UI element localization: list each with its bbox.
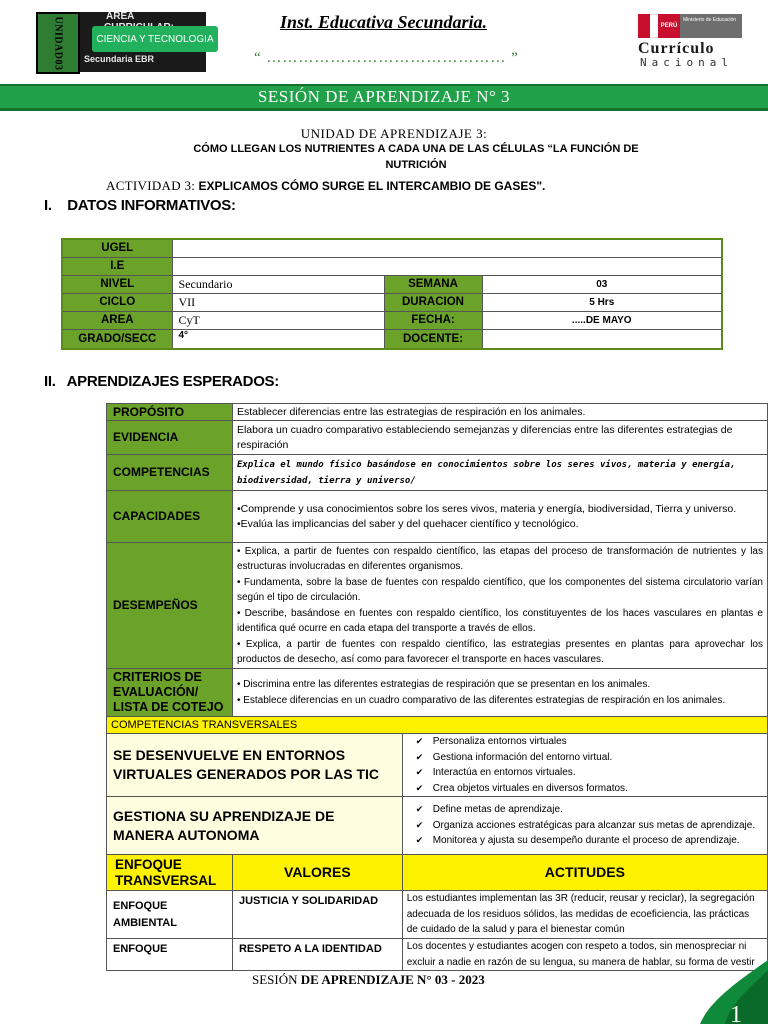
criterios-value <box>232 669 767 717</box>
table-row <box>107 491 768 543</box>
semana-label: SEMANA <box>384 275 482 293</box>
table-row <box>107 455 768 491</box>
table-row <box>107 717 768 734</box>
section-datos-heading: I. DATOS INFORMATIVOS: <box>44 197 236 214</box>
docente-label: DOCENTE: <box>384 329 482 349</box>
page-corner-decoration <box>670 960 768 1024</box>
area-value: CIENCIA Y TECNOLOGIA <box>92 26 218 52</box>
table-row <box>107 855 768 891</box>
table-row <box>107 543 768 669</box>
actitudes-header: ACTITUDES <box>402 855 767 891</box>
unidad-description: CÓMO LLEGAN LOS NUTRIENTES A CADA UNA DE LAS CÉLULAS “LA FUNCIÓN DE NUTRICIÓN <box>193 143 639 171</box>
ministry-logo <box>638 14 742 40</box>
area-label: ÁREA <box>106 11 135 22</box>
proposito-value: Establecer diferencias entre las estrategias de respiración en los animales. <box>232 404 767 421</box>
check-item: ✔ Personaliza entornos virtuales <box>413 734 763 750</box>
level-text: Secundaria EBR <box>84 54 155 64</box>
ciclo-value: VII <box>172 293 384 311</box>
check-item: ✔ Organiza acciones estratégicas para alcanzar sus metas de aprendizaje. <box>413 818 763 834</box>
desempeno-item: • Explica, a partir de fuentes con respaldo científico, las estrategias presentes en plantas para aprovechar los productos de desecho, así como para favorecer el transporte en haces vasculares. <box>236 638 763 665</box>
enfoque-name: ENFOQUE <box>107 939 233 971</box>
enfoque-name: ENFOQUE AMBIENTAL <box>107 891 233 939</box>
proposito-label: PROPÓSITO <box>107 404 233 421</box>
desempeno-item: • Explica, a partir de fuentes con respaldo científico, las etapas del proceso de transformación de nutrientes y las estructuras involucradas en diferentes organismos. <box>236 545 763 572</box>
tic-competencia: SE DESENVUELVE EN ENTORNOS VIRTUALES GENERADOS POR LAS TIC <box>107 734 403 797</box>
enfoque-header: ENFOQUE TRANSVERSAL <box>107 855 233 891</box>
criterio-item: • Establece diferencias en un cuadro comparativo de las diferentes estrategias de respiración en los animales. <box>236 694 726 706</box>
transversales-heading: COMPETENCIAS TRANSVERSALES <box>107 717 768 734</box>
check-item: ✔ Crea objetos virtuales en diversos formatos. <box>413 781 763 797</box>
logo-nacional: Nacional <box>640 56 733 69</box>
check-item: ✔ Gestiona información del entorno virtual. <box>413 750 763 766</box>
desempeno-item: • Fundamenta, sobre la base de fuentes con respaldo científico, que los componentes del sistema circulatorio varían según el tipo de circulación. <box>236 576 763 603</box>
criterios-label: CRITERIOS DE EVALUACIÓN/ LISTA DE COTEJO <box>107 669 233 717</box>
footer-text <box>252 972 485 988</box>
capacidades-value <box>232 491 767 543</box>
semana-value: 03 <box>482 275 722 293</box>
autonoma-competencia: GESTIONA SU APRENDIZAJE DE MANERA AUTONOMA <box>107 797 403 855</box>
table-row <box>107 404 768 421</box>
capacidad-item: •Evalúa las implicancias del saber y del quehacer científico y tecnológico. <box>236 517 579 530</box>
institution-quote: “ ……………………………………… ” <box>254 50 519 66</box>
table-row <box>107 939 768 971</box>
footer-bold: DE APRENDIZAJE N° 03 - 2023 <box>300 972 485 987</box>
desempenos-label: DESEMPEÑOS <box>107 543 233 669</box>
table-row <box>62 311 722 329</box>
competencias-label: COMPETENCIAS <box>107 455 233 491</box>
desempeno-item: • Describe, basándose en fuentes con respaldo científico, los constituyentes de los haces vasculares en plantas e identifica qué ocurre en cada etapa del transporte a través de ellos. <box>236 607 763 634</box>
evidencia-label: EVIDENCIA <box>107 421 233 455</box>
criterio-item: • Discrimina entre las diferentes estrategias de respiración que se presentan en los animales. <box>236 679 651 690</box>
docente-value <box>482 329 722 349</box>
valores-header: VALORES <box>232 855 402 891</box>
area-value: CyT <box>172 311 384 329</box>
table-row <box>107 669 768 717</box>
fecha-value: .....DE MAYO <box>482 311 722 329</box>
table-row <box>62 293 722 311</box>
ugel-label: UGEL <box>62 239 172 257</box>
competencias-value: Explica el mundo físico basándose en conocimientos sobre los seres vivos, materia y energía, biodiversidad, tierra y universo/ <box>232 455 767 491</box>
desempenos-value <box>232 543 767 669</box>
section-aprendizajes-heading: II. APRENDIZAJES ESPERADOS: <box>44 373 279 390</box>
duracion-label: DURACION <box>384 293 482 311</box>
check-item: ✔ Define metas de aprendizaje. <box>413 802 763 818</box>
enfoque-actitud: Los docentes y estudiantes acogen con respeto a todos, sin menospreciar ni excluir a nadie en razón de su lengua, su manera de hablar, su forma de vestir <box>402 939 767 971</box>
enfoque-valor: JUSTICIA Y SOLIDARIDAD <box>232 891 402 939</box>
enfoque-valor: RESPETO A LA IDENTIDAD <box>232 939 402 971</box>
aprendizajes-table <box>106 403 768 971</box>
grado-value: 4° <box>172 329 384 349</box>
table-row <box>107 421 768 455</box>
unidad-title: UNIDAD DE APRENDIZAJE 3: <box>300 126 488 141</box>
fecha-label: FECHA: <box>384 311 482 329</box>
nivel-label: NIVEL <box>62 275 172 293</box>
table-row <box>107 891 768 939</box>
check-item: ✔ Monitorea y ajusta su desempeño durante el proceso de aprendizaje. <box>413 833 763 849</box>
table-row <box>107 734 768 797</box>
grado-label: GRADO/SECC <box>62 329 172 349</box>
actividad <box>106 178 545 194</box>
unit-tab <box>36 12 80 74</box>
peru-label: PERÚ <box>658 14 680 38</box>
check-item: ✔ Interactúa en entornos virtuales. <box>413 765 763 781</box>
unit-tab-label: UNIDAD03 <box>52 16 64 70</box>
ministry-name: Ministerio de Educación <box>680 14 742 38</box>
tic-checklist <box>402 734 767 797</box>
table-row <box>62 275 722 293</box>
ciclo-label: CICLO <box>62 293 172 311</box>
table-row <box>62 257 722 275</box>
flag-stripe-icon <box>638 14 650 38</box>
table-row <box>62 239 722 257</box>
actividad-value: EXPLICAMOS CÓMO SURGE EL INTERCAMBIO DE GASES". <box>198 179 546 193</box>
capacidad-item: •Comprende y usa conocimientos sobre los seres vivos, materia y energía, biodiversidad, Tierra y universo. <box>236 502 737 515</box>
enfoque-actitud: Los estudiantes implementan las 3R (reducir, reusar y reciclar), la segregación adecuada de los residuos sólidos, las medidas de ecoeficiencia, las prácticas de cuidado de la salud y para el bienestar común <box>402 891 767 939</box>
ie-label: I.E <box>62 257 172 275</box>
capacidades-label: CAPACIDADES <box>107 491 233 543</box>
logo-curriculo: Currículo <box>638 40 715 57</box>
evidencia-value: Elabora un cuadro comparativo estableciendo semejanzas y diferencias entre las diferentes estrategias de respiración <box>232 421 767 455</box>
nivel-value: Secundario <box>172 275 384 293</box>
session-title: SESIÓN DE APRENDIZAJE N° 3 <box>257 87 511 106</box>
institution-title: Inst. Educativa Secundaria. <box>280 12 488 32</box>
datos-table <box>61 238 723 350</box>
duracion-value: 5 Hrs <box>482 293 722 311</box>
actividad-label: ACTIVIDAD 3: <box>106 178 196 193</box>
page-number: 1 <box>730 1002 742 1024</box>
autonoma-checklist <box>402 797 767 855</box>
area-label: AREA <box>62 311 172 329</box>
footer-prefix: SESIÓN <box>252 972 301 987</box>
table-row <box>107 797 768 855</box>
table-row <box>62 329 722 349</box>
